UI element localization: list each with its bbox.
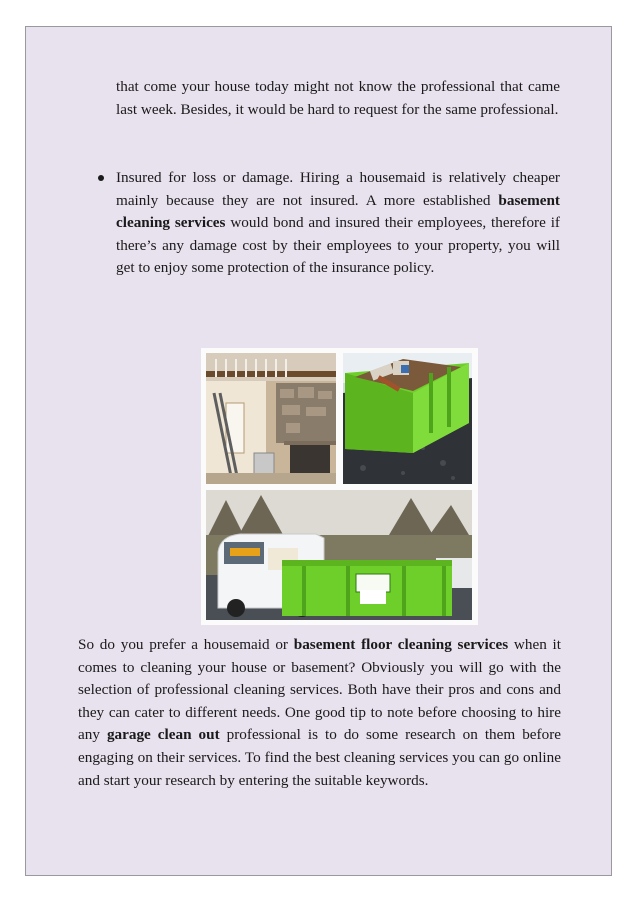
paragraph-part3: professional is to do some research on them before engaging on their services. To find the best cleaning services you can go online and start your research by entering the suitable keywords.: [78, 726, 561, 789]
continuation-text: that come your house today might not know the professional that came last week. Besides, it would be hard to request for the same professional.: [116, 78, 560, 118]
bullet-text-part1: Insured for loss or damage. Hiring a housemaid is relatively cheaper mainly because they are not insured. A more established: [116, 169, 560, 209]
paragraph-bold-link-1: basement floor cleaning services: [293, 636, 509, 653]
bullet-icon: [98, 175, 104, 181]
bullet-text: [116, 167, 560, 280]
paragraph-part2: when it comes to cleaning your house or basement? Obviously you will go with the selection of professional cleaning services. Both have their pros and cons and they can cater to different needs. One good tip to note before choosing to hire any: [78, 636, 561, 744]
dumpster-debris-photo: [343, 353, 472, 484]
document-page: [25, 26, 612, 876]
photo-collage: [201, 348, 478, 625]
paragraph-bold-link-2: garage clean out: [106, 726, 220, 744]
bullet-text-part2: would bond and insured their employees, therefore if there’s any damage cost by their employees to your property, you will get to enjoy some protection of the insurance policy.: [116, 214, 560, 277]
paragraph-part1: So do you prefer a housemaid or: [78, 636, 294, 653]
body-paragraph: [78, 634, 561, 792]
van-and-dumpster-photo: [206, 490, 472, 620]
bullet-bold-link: basement cleaning services: [116, 191, 560, 232]
interior-room-photo: [206, 353, 336, 484]
bullet-item: [98, 167, 560, 280]
